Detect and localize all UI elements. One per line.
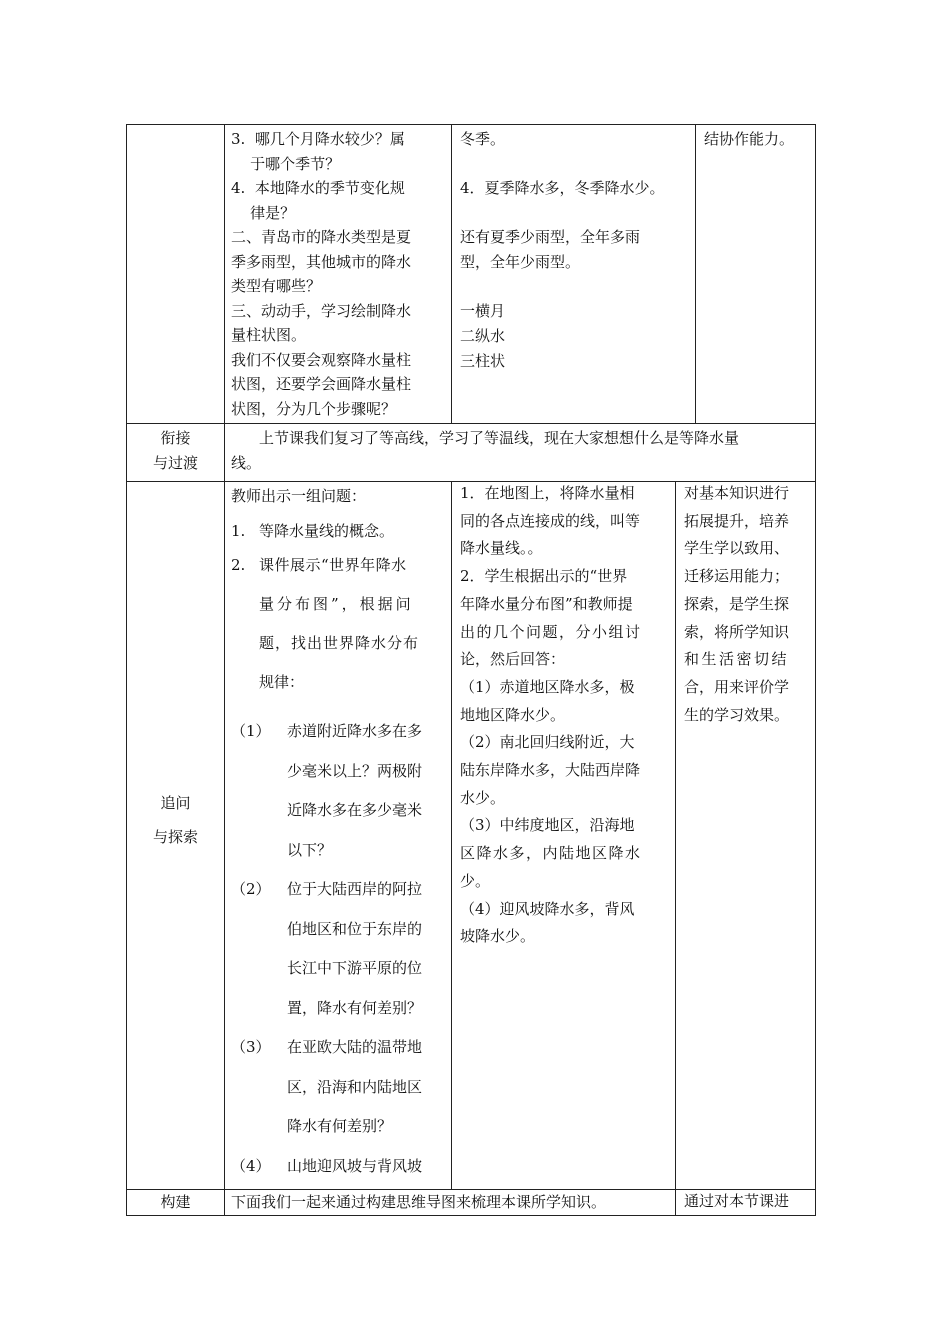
- row3-answer-line7: 论，然后回答：: [460, 650, 566, 669]
- row1-section2-line1: 二、青岛市的降水类型是夏: [231, 228, 412, 246]
- row3-intro: 教师出示一组问题：: [231, 487, 367, 505]
- row3-purpose-line8: 合，用来评价学: [684, 677, 790, 696]
- row3-sub2-line4: 置，降水有何差别？: [287, 998, 423, 1017]
- row3-sub1: [231, 712, 447, 870]
- row3-answer-line4: 2．学生根据出示的“世界: [460, 567, 628, 586]
- row1-section3-line3: 我们不仅要会观察降水量柱: [231, 350, 412, 369]
- row3-sub3-line3: 降水有何差别？: [287, 1117, 393, 1135]
- row3-answer-line10: （2）南北回归线附近，大: [460, 733, 635, 752]
- row1-answer-steps-3: 三柱状: [460, 352, 506, 370]
- row3-sub2-line3: 长江中下游平原的位: [287, 959, 423, 977]
- row3-purpose-line7: 和生活密切结: [684, 650, 790, 669]
- row2-transition-line2: 线。: [231, 454, 262, 472]
- col1-divider: [224, 124, 225, 1216]
- row4-text: 下面我们一起来通过构建思维导图来梳理本课所学知识。: [231, 1193, 607, 1211]
- row1-answer-steps-2: 二纵水: [460, 327, 506, 345]
- row3-item2-line1: 课件展示“世界年降水: [259, 556, 407, 574]
- row3-answer-line13: （3）中纬度地区，沿海地: [460, 816, 635, 835]
- row3-sub1-number: （1）: [231, 722, 271, 740]
- row3-answer-line2: 同的各点连接成的线，叫等: [460, 511, 641, 530]
- table-bottom-border: [126, 1215, 816, 1216]
- row3-answer-line1: 1．在地图上，将降水量相: [460, 484, 635, 502]
- row1-section2-line3: 类型有哪些？: [231, 277, 322, 295]
- row3-item1-number: 1.: [231, 522, 246, 540]
- row1-answer-types-line2: 型，全年少雨型。: [460, 253, 581, 271]
- table-top-border: [126, 124, 816, 125]
- row1-col3-divider: [695, 124, 696, 424]
- row3-label-cell: [127, 786, 224, 854]
- row3-purpose-line9: 生的学习效果。: [684, 705, 790, 724]
- row3-purpose-line2: 拓展提升，培养: [684, 511, 790, 530]
- row1-section2-line2: 季多雨型，其他城市的降水: [231, 252, 412, 271]
- row4-purpose-cell: [684, 1189, 812, 1213]
- row3-label-line1: 追问: [160, 794, 191, 812]
- row3-item2-line3: 题，找出世界降水分布: [259, 634, 420, 652]
- row2-transition-cell: [231, 424, 813, 476]
- row3-label-line2: 与探索: [152, 828, 198, 846]
- row3-sub1-line4: 以下？: [287, 840, 333, 859]
- row3-sub3-line1: 在亚欧大陆的温带地: [287, 1038, 423, 1056]
- row2-label-cell: [127, 424, 224, 476]
- row1-q3-line1: 3. 哪几个月降水较少？属: [231, 130, 405, 148]
- row3-answer-line5: 年降水量分布图”和教师提: [460, 594, 633, 613]
- row3-sub2-number: （2）: [231, 880, 271, 898]
- row3-answer-line8: （1）赤道地区降水多，极: [460, 677, 635, 696]
- row1-section3-line4: 状图，还要学会画降水量柱: [231, 375, 412, 393]
- row3-sub2-line1: 位于大陆西岸的阿拉: [287, 880, 423, 898]
- row3-sub1-line1: 赤道附近降水多在多: [287, 722, 423, 740]
- row1-section3-line5: 状图，分为几个步骤呢？: [231, 399, 397, 418]
- row1-section3-line2: 量柱状图。: [231, 326, 307, 344]
- row1-answer-winter: 冬季。: [460, 130, 506, 148]
- row1-section3-line1: 三、动动手，学习绘制降水: [231, 301, 412, 320]
- row3-answer-line6: 出的几个问题，分小组讨: [460, 622, 642, 641]
- row3-sub1-line3: 近降水多在多少毫米: [287, 801, 423, 819]
- row3-sub4: [231, 1147, 447, 1187]
- table-left-border: [126, 124, 127, 1216]
- row3-item2: [231, 552, 447, 702]
- row3-item1: [231, 518, 447, 544]
- row3-answer-line16: （4）迎风坡降水多，背风: [460, 899, 635, 918]
- row3-sub2: [231, 870, 447, 1028]
- row3-answer-line14: 区降水多，内陆地区降水: [460, 844, 642, 863]
- row1-q4-line1: 4. 本地降水的季节变化规: [231, 179, 405, 197]
- row1-answer-4: 4．夏季降水多，冬季降水少。: [460, 179, 665, 197]
- row3-sub4-number: （4）: [231, 1157, 271, 1175]
- row3-sub3-number: （3）: [231, 1038, 271, 1056]
- row3-item2-number: 2.: [231, 556, 246, 574]
- row3-purpose-line5: 探索，是学生探: [684, 594, 790, 613]
- row2-transition-line1: 上节课我们复习了等高线，学习了等温线，现在大家想想什么是等降水量: [259, 429, 740, 447]
- row3-sub4-line1: 山地迎风坡与背风坡: [287, 1157, 423, 1175]
- row3-col3-divider: [675, 481, 676, 1216]
- row3-purpose-line6: 索，将所学知识: [684, 622, 790, 641]
- row3-sub1-line2: 少毫米以上？两极附: [287, 761, 423, 780]
- row4-purpose-text: 通过对本节课进: [684, 1192, 790, 1210]
- row1-purpose-text: 结协作能力。: [704, 130, 795, 148]
- row3-item2-line4: 规律：: [259, 673, 305, 691]
- row3-student-answers-cell: [460, 480, 672, 951]
- row3-sub3: [231, 1028, 447, 1147]
- row4-label: 构建: [160, 1193, 191, 1211]
- row3-purpose-line3: 学生学以致用、: [684, 539, 790, 558]
- row3-purpose-line4: 迁移运用能力；: [684, 567, 790, 586]
- row3-sub3-line2: 区，沿海和内陆地区: [287, 1077, 423, 1096]
- row3-answer-line3: 降水量线。。: [460, 539, 543, 558]
- row3-item2-line2: 量分布图”，根据问: [259, 595, 414, 613]
- row3-col2-divider: [451, 481, 452, 1190]
- table-right-border: [815, 124, 816, 1216]
- row3-sub2-line2: 伯地区和位于东岸的: [287, 919, 423, 938]
- row2-label-line2: 与过渡: [152, 454, 198, 472]
- row3-item1-text: 等降水量线的概念。: [259, 522, 395, 540]
- row3-answer-line15: 少。: [460, 871, 491, 890]
- row1-q4-line2: 律是？: [231, 203, 296, 222]
- row3-purpose-line1: 对基本知识进行: [684, 484, 790, 502]
- row1-q3-line2: 于哪个季节？: [231, 154, 341, 173]
- row1-answer-types-line1: 还有夏季少雨型，全年多雨: [460, 228, 641, 246]
- row3-answer-line17: 坡降水少。: [460, 927, 536, 946]
- row3-answer-line11: 陆东岸降水多，大陆西岸降: [460, 761, 641, 780]
- row2-label-line1: 衔接: [160, 429, 191, 447]
- row3-purpose-cell: [684, 480, 812, 729]
- row1-questions-cell: [231, 127, 447, 421]
- row3-answer-line9: 地地区降水少。: [460, 705, 566, 724]
- row1-col2-divider: [451, 124, 452, 424]
- row1-purpose-cell: [704, 127, 812, 151]
- row1-answer-steps-1: 一横月: [460, 302, 506, 320]
- row4-label-cell: [127, 1190, 224, 1214]
- row4-text-cell: [231, 1190, 671, 1214]
- row3-answer-line12: 水少。: [460, 788, 506, 807]
